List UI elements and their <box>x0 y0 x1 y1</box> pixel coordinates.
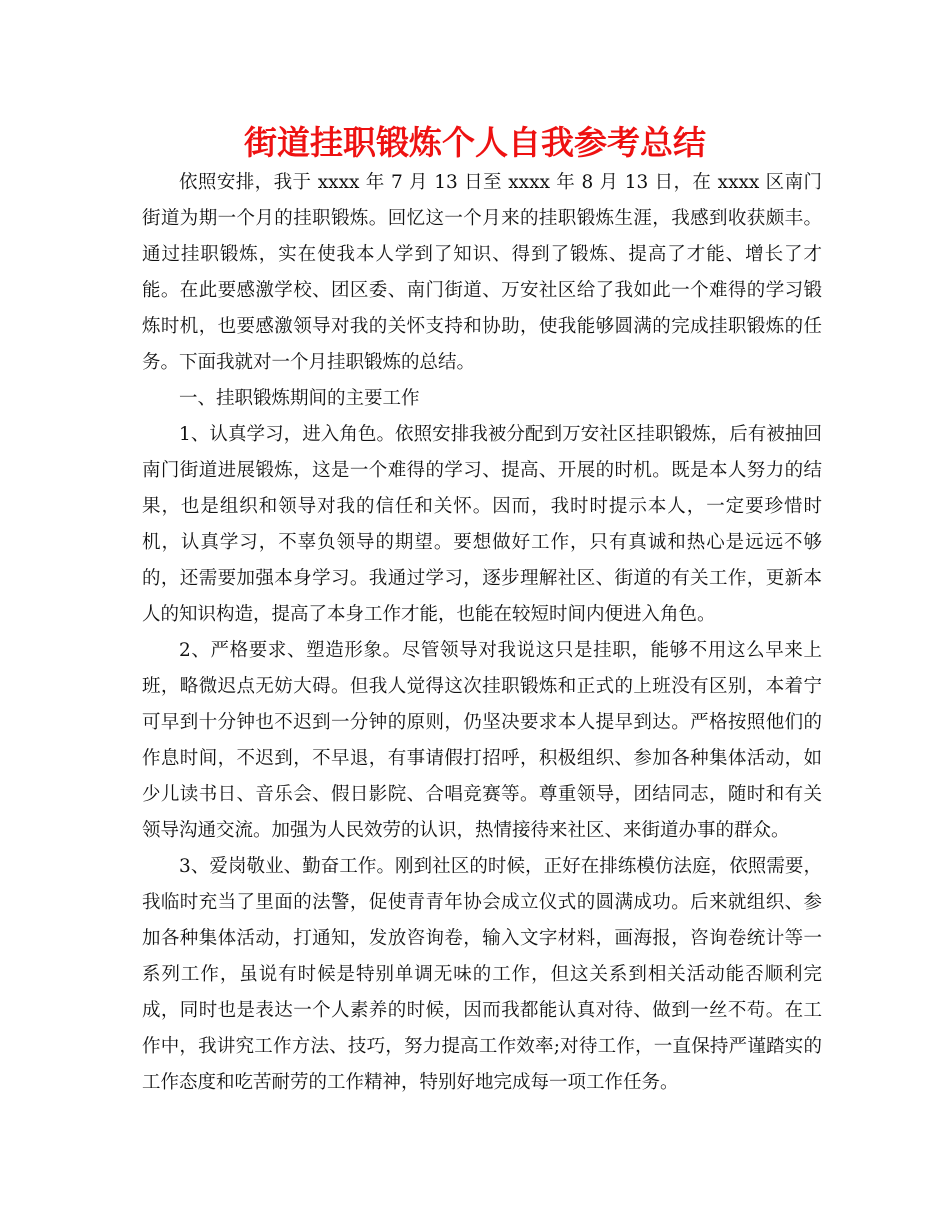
document-title: 街道挂职锻炼个人自我参考总结 <box>244 123 706 162</box>
section-heading-main-work: 一、挂职锻炼期间的主要工作 <box>179 388 420 409</box>
paragraph-study: 1、认真学习，进入角色。依照安排我被分配到万安社区挂职锻炼，后有被抽回南门街道进展锻炼，这是一个难得的学习、提高、开展的时机。既是本人努力的结果，也是组织和领导对我的信任和关怀。因而，我时时提示本人，一定要珍惜时机，认真学习，不辜负领导的期望。要想做好工作，只有真诚和热心是远远不够的，还需要加强本身学习。我通过学习，逐步理解社区、街道的有关工作，更新本人的知识构造，提高了本身工作才能，也能在较短时间内便进入角色。 <box>142 424 822 625</box>
document-body <box>142 165 822 1101</box>
intro-paragraph: 依照安排，我于 xxxx 年 7 月 13 日至 xxxx 年 8 月 13 日，在 xxxx 区南门街道为期一个月的挂职锻炼。回忆这一个月来的挂职锻炼生涯，我感到收获颇丰。通过挂职锻炼，实在使我本人学到了知识、得到了锻炼、提高了才能、增长了才能。在此要感激学校、团区委、南门街道、万安社区给了我如此一个难得的学习锻炼时机，也要感激领导对我的关怀支持和协助，使我能够圆满的完成挂职锻炼的任务。下面我就对一个月挂职锻炼的总结。 <box>142 172 822 373</box>
paragraph-diligence: 3、爱岗敬业、勤奋工作。刚到社区的时候，正好在排练模仿法庭，依照需要，我临时充当了里面的法警，促使青青年协会成立仪式的圆满成功。后来就组织、参加各种集体活动，打通知，发放咨询卷，输入文字材料，画海报，咨询卷统计等一系列工作，虽说有时候是特别单调无味的工作，但这关系到相关活动能否顺利完成，同时也是表达一个人素养的时候，因而我都能认真对待、做到一丝不苟。在工作中，我讲究工作方法、技巧，努力提高工作效率;对待工作，一直保持严谨踏实的工作态度和吃苦耐劳的工作精神，特别好地完成每一项工作任务。 <box>142 856 822 1093</box>
paragraph-discipline: 2、严格要求、塑造形象。尽管领导对我说这只是挂职，能够不用这么早来上班，略微迟点无妨大碍。但我人觉得这次挂职锻炼和正式的上班没有区别，本着宁可早到十分钟也不迟到一分钟的原则，仍坚决要求本人提早到达。严格按照他们的作息时间，不迟到，不早退，有事请假打招呼，积极组织、参加各种集体活动，如少儿读书日、音乐会、假日影院、合唱竞赛等。尊重领导，团结同志，随时和有关领导沟通交流。加强为人民效劳的认识，热情接待来社区、来街道办事的群众。 <box>142 640 822 841</box>
